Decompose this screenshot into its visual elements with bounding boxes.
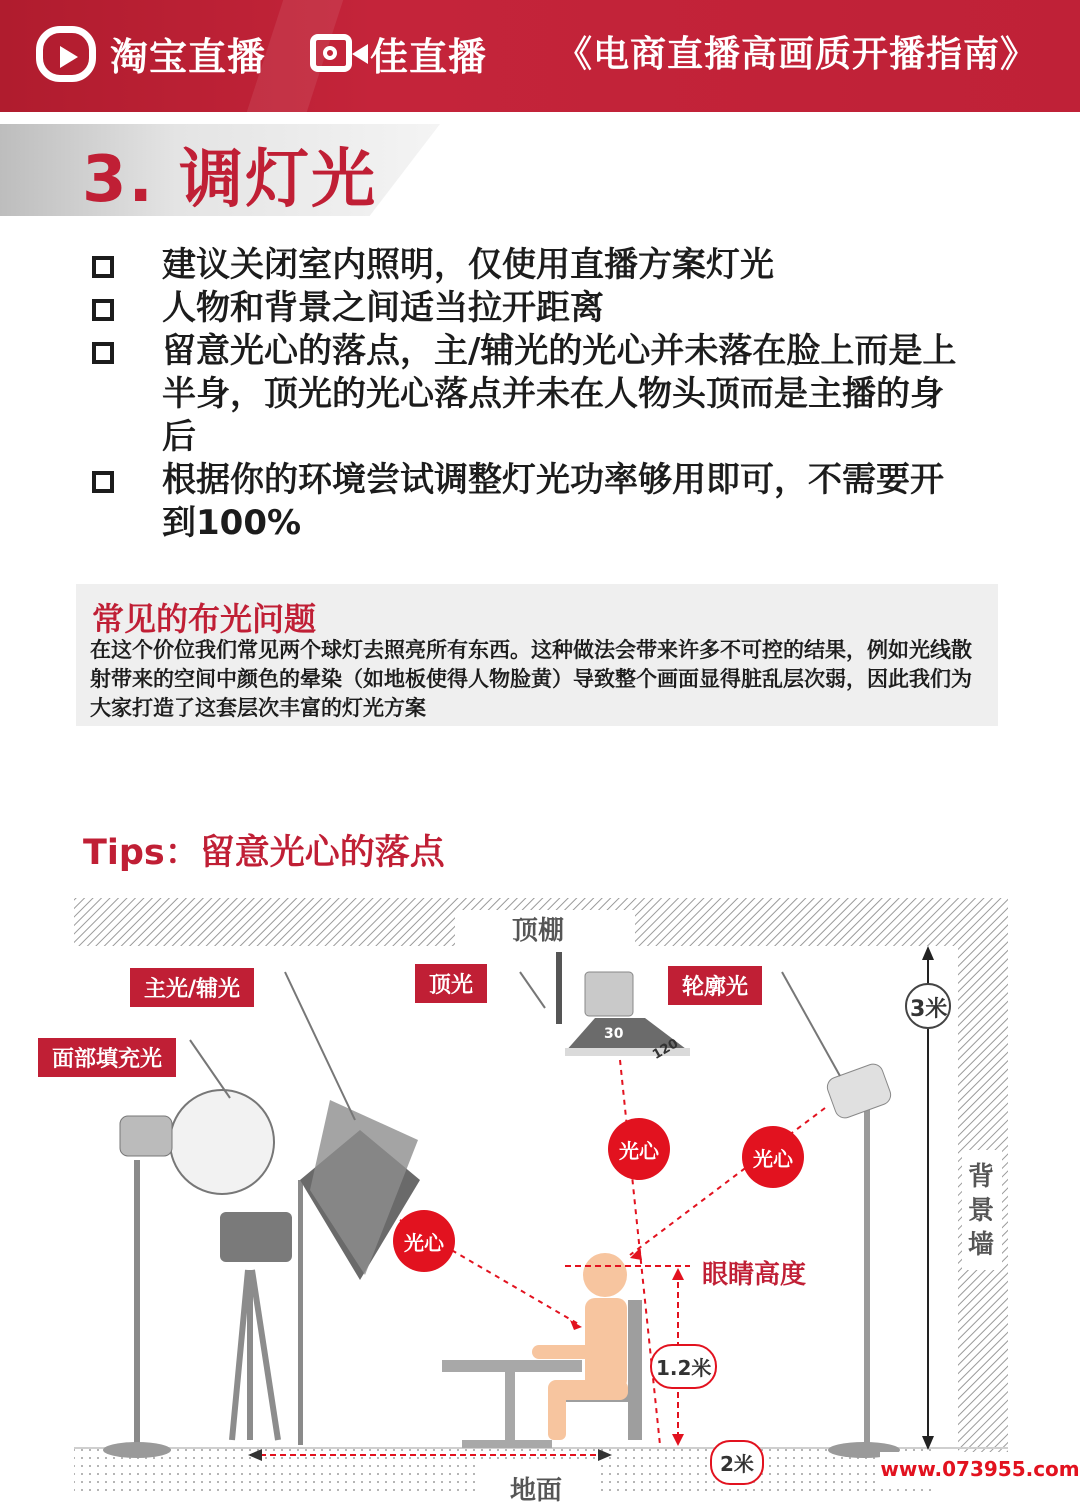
problem-body: 在这个价位我们常见两个球灯去照亮所有东西。这种做法会带来许多不可控的结果，例如光线散射带来的空间中颜色的晕染（如地板使得人物脸黄）导致整个画面显得脏乱层次弱，因此我们为大家打造了这套层次丰富的灯光方案 [90, 638, 972, 720]
guide-title: 《电商直播高画质开播指南》 [556, 34, 1038, 75]
light-center-rim: 光心 [742, 1126, 804, 1188]
watermark: www.073955.com [880, 1452, 1080, 1486]
list-item: 留意光心的落点，主/辅光的光心并未落在脸上而是上半身，顶光的光心落点并未在人物头顶而是主播的身后 [90, 330, 962, 459]
softbox-depth-label: 120 [650, 1036, 682, 1063]
header-banner [0, 0, 1080, 112]
problem-title: 常见的布光问题 [92, 600, 317, 638]
floor-label: 地面 [510, 1476, 563, 1506]
light-center-key: 光心 [393, 1210, 455, 1272]
list-item: 根据你的环境尝试调整灯光功率够用即可，不需要开到100% [90, 459, 962, 545]
checkbox-icon [92, 342, 114, 364]
checkbox-icon [92, 299, 114, 321]
brand-jia-live: 佳直播 [370, 35, 488, 79]
top-light-label: 顶光 [415, 964, 487, 1003]
light-center-top: 光心 [608, 1118, 670, 1180]
common-problem-box [76, 584, 998, 726]
checkbox-icon [92, 471, 114, 493]
list-item: 建议关闭室内照明，仅使用直播方案灯光 [90, 244, 990, 287]
key-fill-light-label: 主光/辅光 [130, 968, 254, 1007]
distance-2m-label: 2米 [710, 1440, 764, 1485]
brand-taobao-live: 淘宝直播 [110, 35, 267, 79]
checkbox-icon [92, 256, 114, 278]
rim-light-label: 轮廓光 [668, 966, 762, 1005]
taobao-live-logo-icon [36, 26, 96, 82]
height-1-2m-label: 1.2米 [650, 1344, 717, 1389]
tips-list [90, 244, 990, 545]
camera-logo-icon [310, 34, 352, 72]
softbox-width-label: 30 [604, 1026, 624, 1042]
lighting-diagram [0, 880, 1080, 1506]
eye-height-label: 眼睛高度 [702, 1260, 807, 1290]
face-fill-light-label: 面部填充光 [38, 1038, 176, 1077]
list-item: 人物和背景之间适当拉开距离 [90, 287, 990, 330]
section-title: 3. 调灯光 [82, 143, 378, 217]
ceiling-label: 顶棚 [512, 916, 565, 946]
tips-title: Tips：留意光心的落点 [83, 833, 445, 873]
wall-label: 背景墙 [968, 1162, 995, 1260]
height-3m-label: 3米 [910, 997, 948, 1022]
